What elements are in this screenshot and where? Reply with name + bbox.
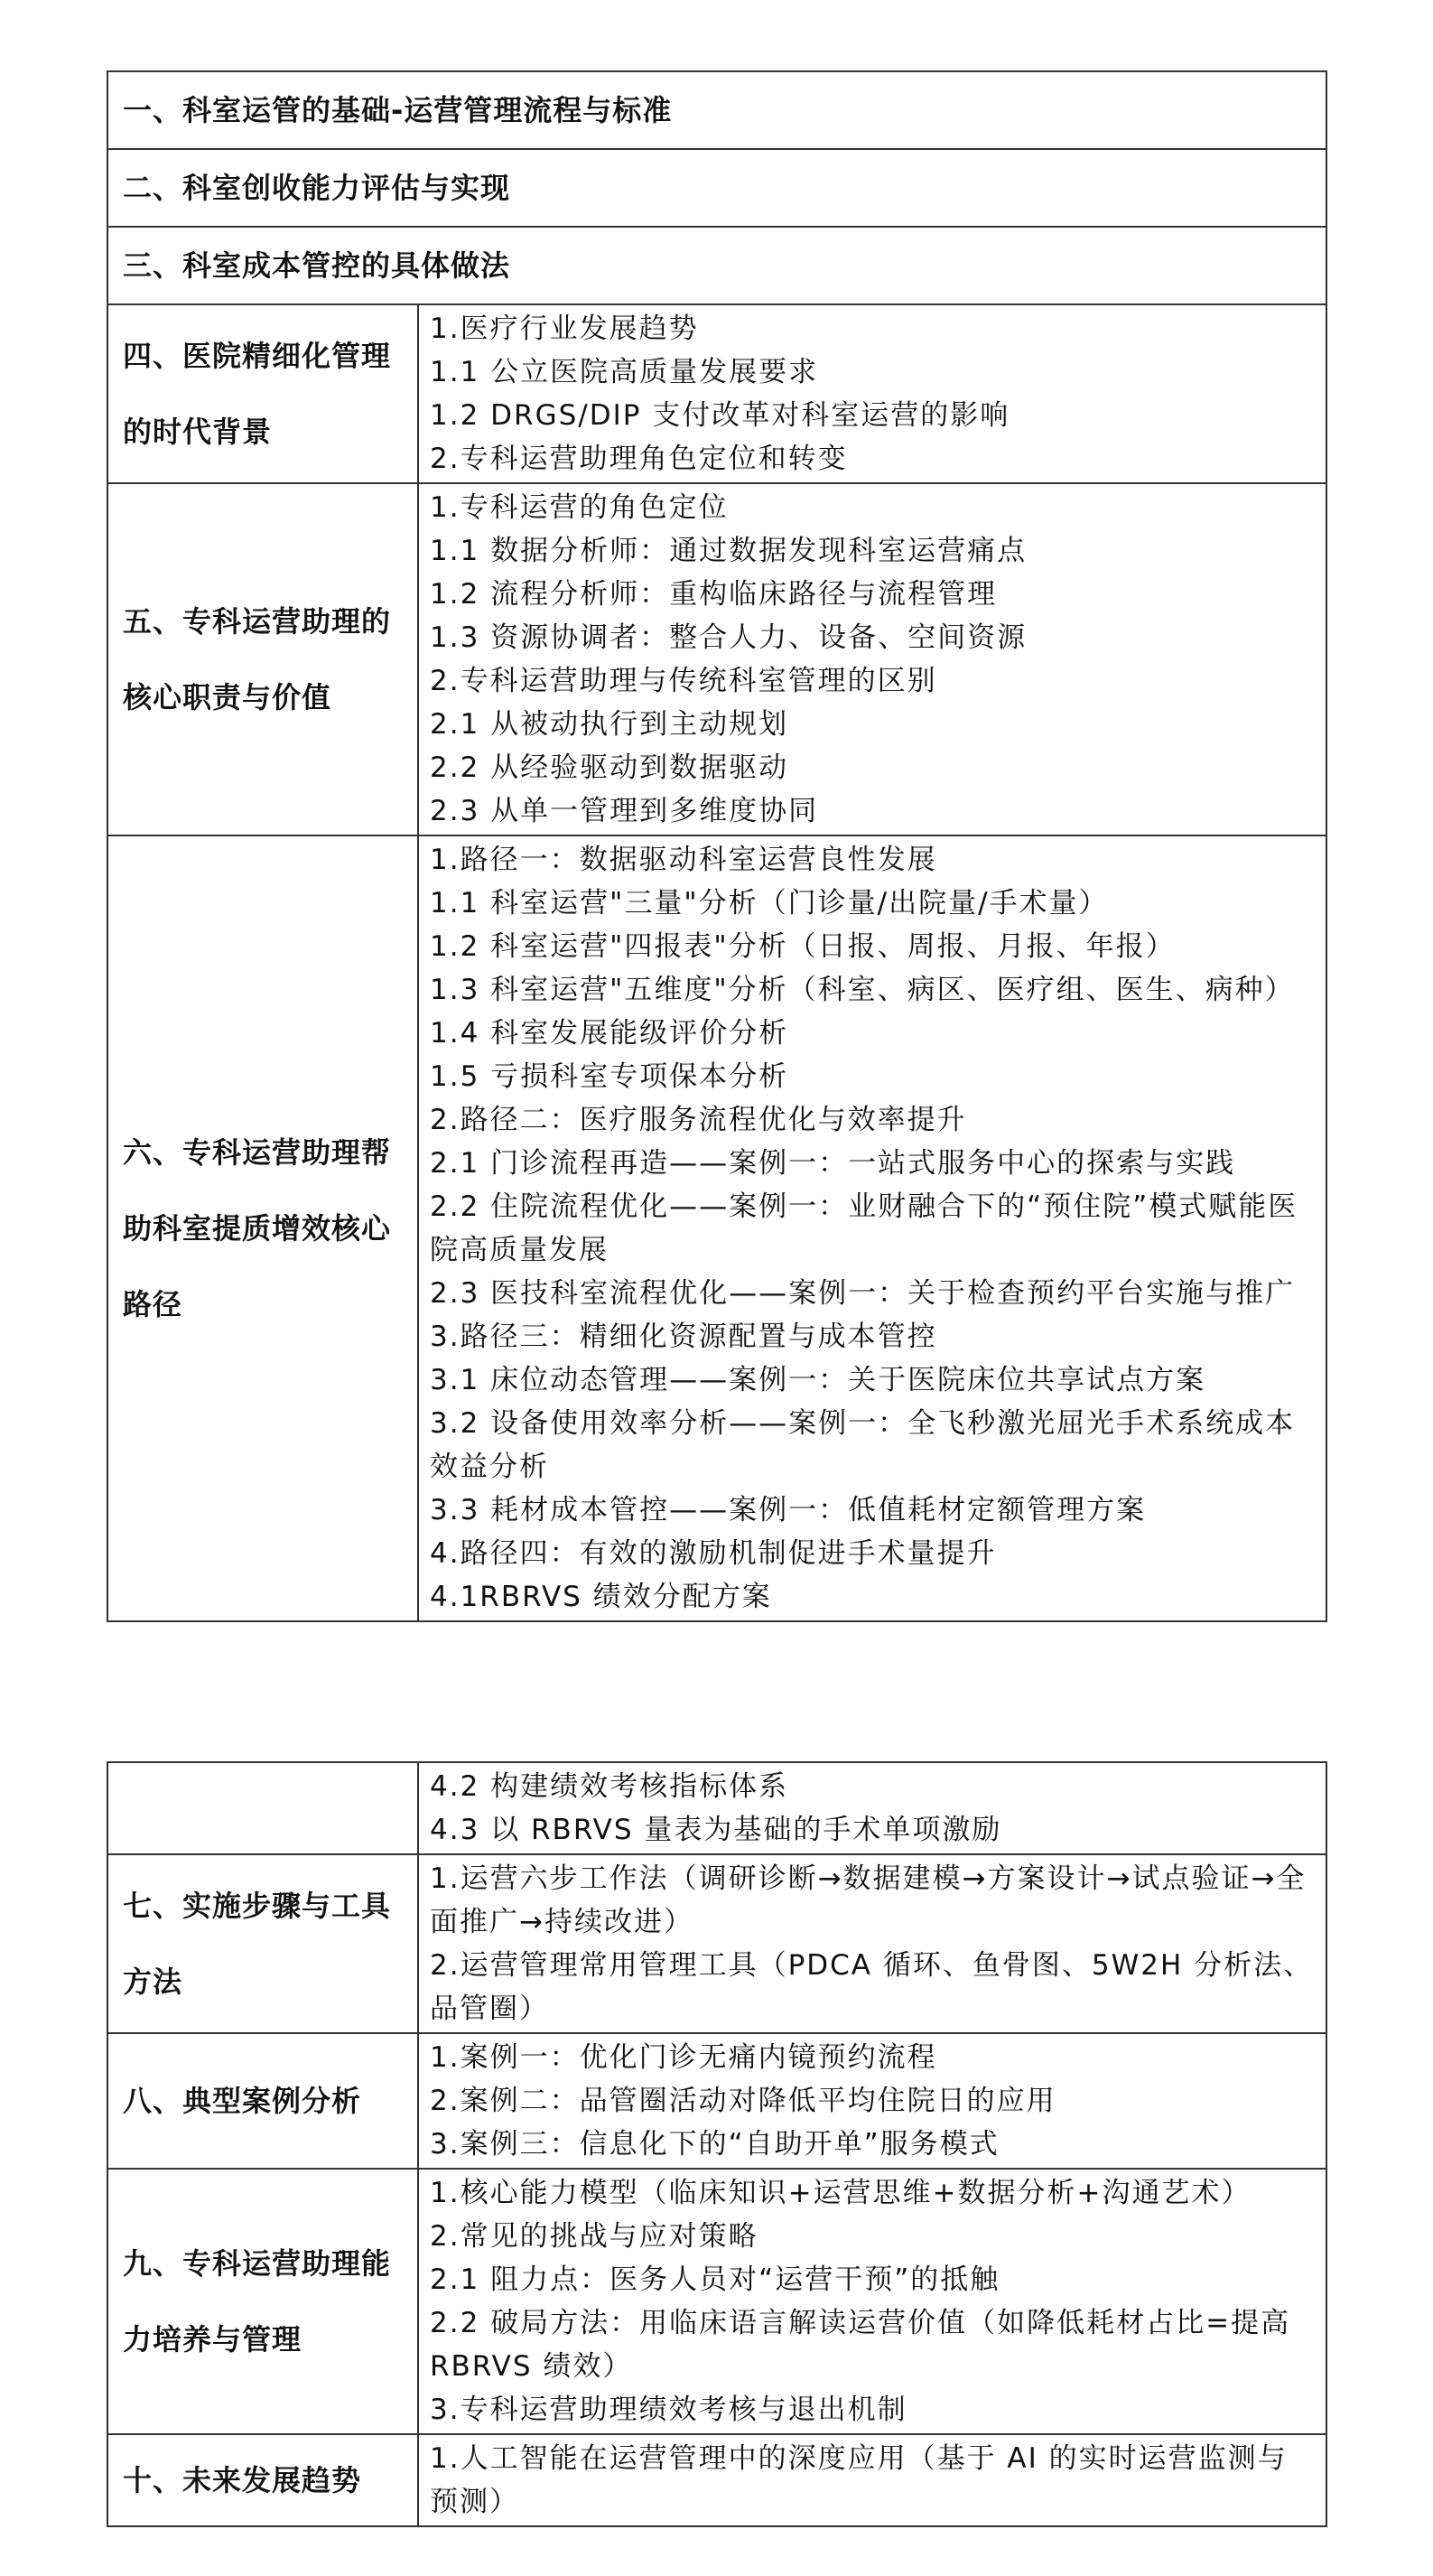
list-item: 3.案例三：信息化下的“自助开单”服务模式 [430,2128,1000,2161]
section-title: 八、典型案例分析 [107,2033,418,2169]
list-item: 3.1 床位动态管理——案例一：关于医院床位共享试点方案 [430,1364,1206,1396]
list-item: 1.1 数据分析师：通过数据发现科室运营痛点 [430,535,1028,567]
list-item: 4.3 以 RBRVS 量表为基础的手术单项激励 [430,1814,1002,1846]
section-heading: 一、科室运管的基础-运营管理流程与标准 [107,71,1326,149]
list-item: 2.1 门诊流程再造——案例一：一站式服务中心的探索与实践 [430,1147,1236,1180]
list-item: 1.1 科室运营"三量"分析（门诊量/出院量/手术量） [430,887,1109,919]
list-item: 2.常见的挑战与应对策略 [430,2220,758,2253]
list-item: 1.核心能力模型（临床知识+运营思维+数据分析+沟通艺术） [430,2177,1252,2209]
list-item: 4.路径四：有效的激励机制促进手术量提升 [430,1537,997,1570]
list-item: 1.2 流程分析师：重构临床路径与流程管理 [430,578,998,611]
section-title: 四、医院精细化管理的时代背景 [107,304,418,483]
table-row [107,1854,1326,2033]
list-item: 1.3 资源协调者：整合人力、设备、空间资源 [430,621,1028,654]
curriculum-table-part1 [107,70,1327,1622]
list-item: 1.3 科室运营"五维度"分析（科室、病区、医疗组、医生、病种） [430,974,1295,1006]
table-row [107,835,1326,1621]
table-row [107,304,1326,483]
section-content [418,2033,1326,2169]
section-content [418,2434,1326,2526]
table-row [107,71,1326,149]
section-content [418,1854,1326,2033]
list-item: 3.路径三：精细化资源配置与成本管控 [430,1321,937,1353]
section-content [418,304,1326,483]
list-item: 1.运营六步工作法（调研诊断→数据建模→方案设计→试点验证→全面推广→持续改进） [430,1862,1307,1938]
list-item: 4.2 构建绩效考核指标体系 [430,1770,789,1803]
section-content [418,2169,1326,2434]
list-item: 4.1RBRVS 绩效分配方案 [430,1581,772,1613]
table-row [107,149,1326,227]
list-item: 2.专科运营助理与传统科室管理的区别 [430,665,937,697]
section-content [418,1762,1326,1854]
list-item: 2.1 从被动执行到主动规划 [430,708,789,741]
list-item: 2.运营管理常用管理工具（PDCA 循环、鱼骨图、5W2H 分析法、品管圈） [430,1949,1314,2025]
list-item: 1.医疗行业发展趋势 [430,313,699,345]
section-heading: 二、科室创收能力评估与实现 [107,149,1326,227]
list-item: 3.2 设备使用效率分析——案例一：全飞秒激光屈光手术系统成本效益分析 [430,1407,1296,1483]
list-item: 2.路径二：医疗服务流程优化与效率提升 [430,1104,967,1136]
section-title: 六、专科运营助理帮助科室提质增效核心路径 [107,835,418,1621]
section-title: 五、专科运营助理的核心职责与价值 [107,483,418,835]
curriculum-table-part2 [107,1761,1327,2527]
section-content [418,483,1326,835]
list-item: 2.2 住院流程优化——案例一：业财融合下的“预住院”模式赋能医院高质量发展 [430,1190,1298,1266]
section-title: 十、未来发展趋势 [107,2434,418,2526]
table-row [107,227,1326,304]
list-item: 1.案例一：优化门诊无痛内镜预约流程 [430,2041,937,2074]
list-item: 1.1 公立医院高质量发展要求 [430,356,819,388]
list-item: 1.路径一：数据驱动科室运营良性发展 [430,844,937,876]
list-item: 1.人工智能在运营管理中的深度应用（基于 AI 的实时运营监测与预测） [430,2442,1288,2518]
list-item: 1.2 科室运营"四报表"分析（日报、周报、月报、年报） [430,930,1176,963]
table-row [107,2033,1326,2169]
table-row [107,483,1326,835]
section-title: 七、实施步骤与工具方法 [107,1854,418,2033]
list-item: 1.4 科室发展能级评价分析 [430,1017,789,1050]
table-row [107,1762,1326,1854]
list-item: 2.专科运营助理角色定位和转变 [430,443,848,475]
list-item: 2.3 从单一管理到多维度协同 [430,795,819,827]
section-content [418,835,1326,1621]
table-row [107,2434,1326,2526]
list-item: 1.专科运营的角色定位 [430,491,729,524]
section-title [107,1762,418,1854]
list-item: 3.3 耗材成本管控——案例一：低值耗材定额管理方案 [430,1494,1147,1526]
list-item: 2.2 破局方法：用临床语言解读运营价值（如降低耗材占比=提高 RBRVS 绩效） [430,2307,1291,2383]
table-row [107,2169,1326,2434]
section-heading: 三、科室成本管控的具体做法 [107,227,1326,304]
list-item: 2.案例二：品管圈活动对降低平均住院日的应用 [430,2085,1056,2117]
list-item: 3.专科运营助理绩效考核与退出机制 [430,2394,907,2426]
list-item: 2.2 从经验驱动到数据驱动 [430,751,789,784]
list-item: 2.3 医技科室流程优化——案例一：关于检查预约平台实施与推广 [430,1277,1296,1310]
list-item: 1.2 DRGS/DIP 支付改革对科室运营的影响 [430,399,1010,432]
list-item: 2.1 阻力点：医务人员对“运营干预”的抵触 [430,2263,1000,2296]
section-title: 九、专科运营助理能力培养与管理 [107,2169,418,2434]
list-item: 1.5 亏损科室专项保本分析 [430,1060,789,1093]
